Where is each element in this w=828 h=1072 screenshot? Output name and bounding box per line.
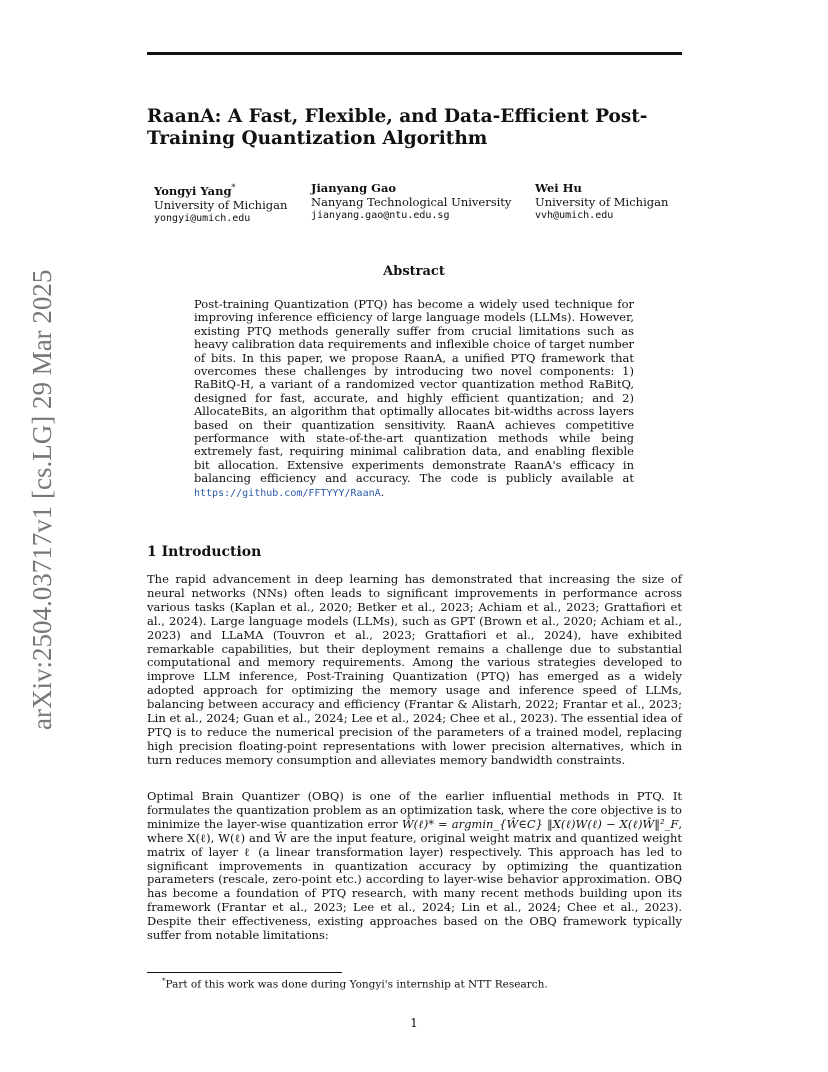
abstract-text: [194, 298, 634, 500]
para2-end: , where X(ℓ), W(ℓ) and Ŵ are the input feature, original weight matrix and quantized weight matrix of layer ℓ (a linear transformation layer) respectively. This approach has led to significant improvements in quantization accuracy by optimizing the quantization parameters (rescale, zero-point etc.) according to layer-wise behavior approximation. OBQ has become a foundation of PTQ research, with many recent methods building upon its framework (Frantar et al., 2023; Lee et al., 2024; Lin et al., 2024; Chee et al., 2023). Despite their effectiveness, existing approaches based on the OBQ framework typically suffer from notable limitations:: [147, 816, 682, 943]
code-link[interactable]: https://github.com/FFTYYY/RaanA: [194, 487, 381, 499]
abstract-end: .: [380, 484, 385, 499]
paper-title: RaanA: A Fast, Flexible, and Data-Efficient Post-Training Quantization Algorithm: [147, 106, 648, 149]
section-heading: 1 Introduction: [147, 544, 262, 560]
footnote: [162, 977, 548, 991]
author-name: Yongyi Yang: [154, 183, 232, 198]
abstract-heading: Abstract: [383, 264, 445, 279]
intro-paragraph-1: The rapid advancement in deep learning has demonstrated that increasing the size of neural networks (NNs) often leads to significant improvements in performance across various tasks (Kaplan et al., 2020; Betker et al., 2023; Achiam et al., 2023; Grattafiori et al., 2024). Large language models (LLMs), such as GPT (Brown et al., 2020; Achiam et al., 2023) and LLaMA (Touvron et al., 2023; Grattafiori et al., 2024), have exhibited remarkable capabilities, but their deployment remains a challenge due to substantial computational and memory requirements. Among the various strategies developed to improve LLM inference, Post-Training Quantization (PTQ) has emerged as a widely adopted approach for optimizing the memory usage and inference speed of LLMs, balancing between accuracy and efficiency (Frantar & Alistarh, 2022; Frantar et al., 2023; Lin et al., 2024; Guan et al., 2024; Lee et al., 2024; Chee et al., 2023). The essential idea of PTQ is to reduce the numerical precision of the parameters of a trained model, replacing high precision floating-point representations with lower precision alternatives, which in turn reduces memory consumption and alleviates memory bandwidth constraints.: [147, 572, 682, 767]
author-name: Wei Hu: [535, 181, 582, 195]
top-rule: [147, 52, 682, 55]
author-name: Jianyang Gao: [311, 181, 397, 195]
author-email[interactable]: yongyi@umich.edu: [154, 212, 251, 224]
author-email[interactable]: jianyang.gao@ntu.edu.sg: [311, 210, 450, 221]
author-affiliation: University of Michigan: [154, 197, 288, 212]
author-block: [535, 181, 668, 223]
arxiv-identifier: arXiv:2504.03717v1 [cs.LG] 29 Mar 2025: [27, 269, 57, 730]
author-mark: *: [231, 183, 236, 192]
para2-start: Optimal Brain Quantizer (OBQ) is one of the earlier influential methods in PTQ. It formulates the quantization problem as an optimization task, where the core objective is to minimize the layer-wise quantization error: [147, 789, 682, 831]
intro-paragraph-2: [147, 790, 682, 943]
author-block: [154, 181, 287, 226]
equation: Ŵ(ℓ)* = argmin_{Ŵ∈C} ‖X(ℓ)W(ℓ) − X(ℓ)Ŵ‖²_F: [401, 816, 679, 831]
footnote-mark: *: [162, 977, 166, 985]
author-affiliation: University of Michigan: [535, 195, 669, 209]
author-block: [311, 181, 511, 223]
author-email[interactable]: vvh@umich.edu: [535, 210, 614, 221]
footnote-text: Part of this work was done during Yongyi's internship at NTT Research.: [165, 978, 548, 991]
footnote-rule: [147, 972, 342, 973]
page-number: 1: [410, 1016, 418, 1030]
abstract-body: Post-training Quantization (PTQ) has become a widely used technique for improving inference efficiency of large language models (LLMs). However, existing PTQ methods generally suffer from crucial limitations such as heavy calibration data requirements and inflexible choice of target number of bits. In this paper, we propose RaanA, a unified PTQ framework that overcomes these challenges by introducing two novel components: 1) RaBitQ-H, a variant of a randomized vector quantization method RaBitQ, designed for fast, accurate, and highly efficient quantization; and 2) AllocateBits, an algorithm that optimally allocates bit-widths across layers based on their quantization sensitivity. RaanA achieves competitive performance with state-of-the-art quantization methods while being extremely fast, requiring minimal calibration data, and enabling flexible bit allocation. Extensive experiments demonstrate RaanA's efficacy in balancing efficiency and accuracy. The code is publicly available at: [194, 297, 634, 486]
author-affiliation: Nanyang Technological University: [311, 195, 512, 209]
